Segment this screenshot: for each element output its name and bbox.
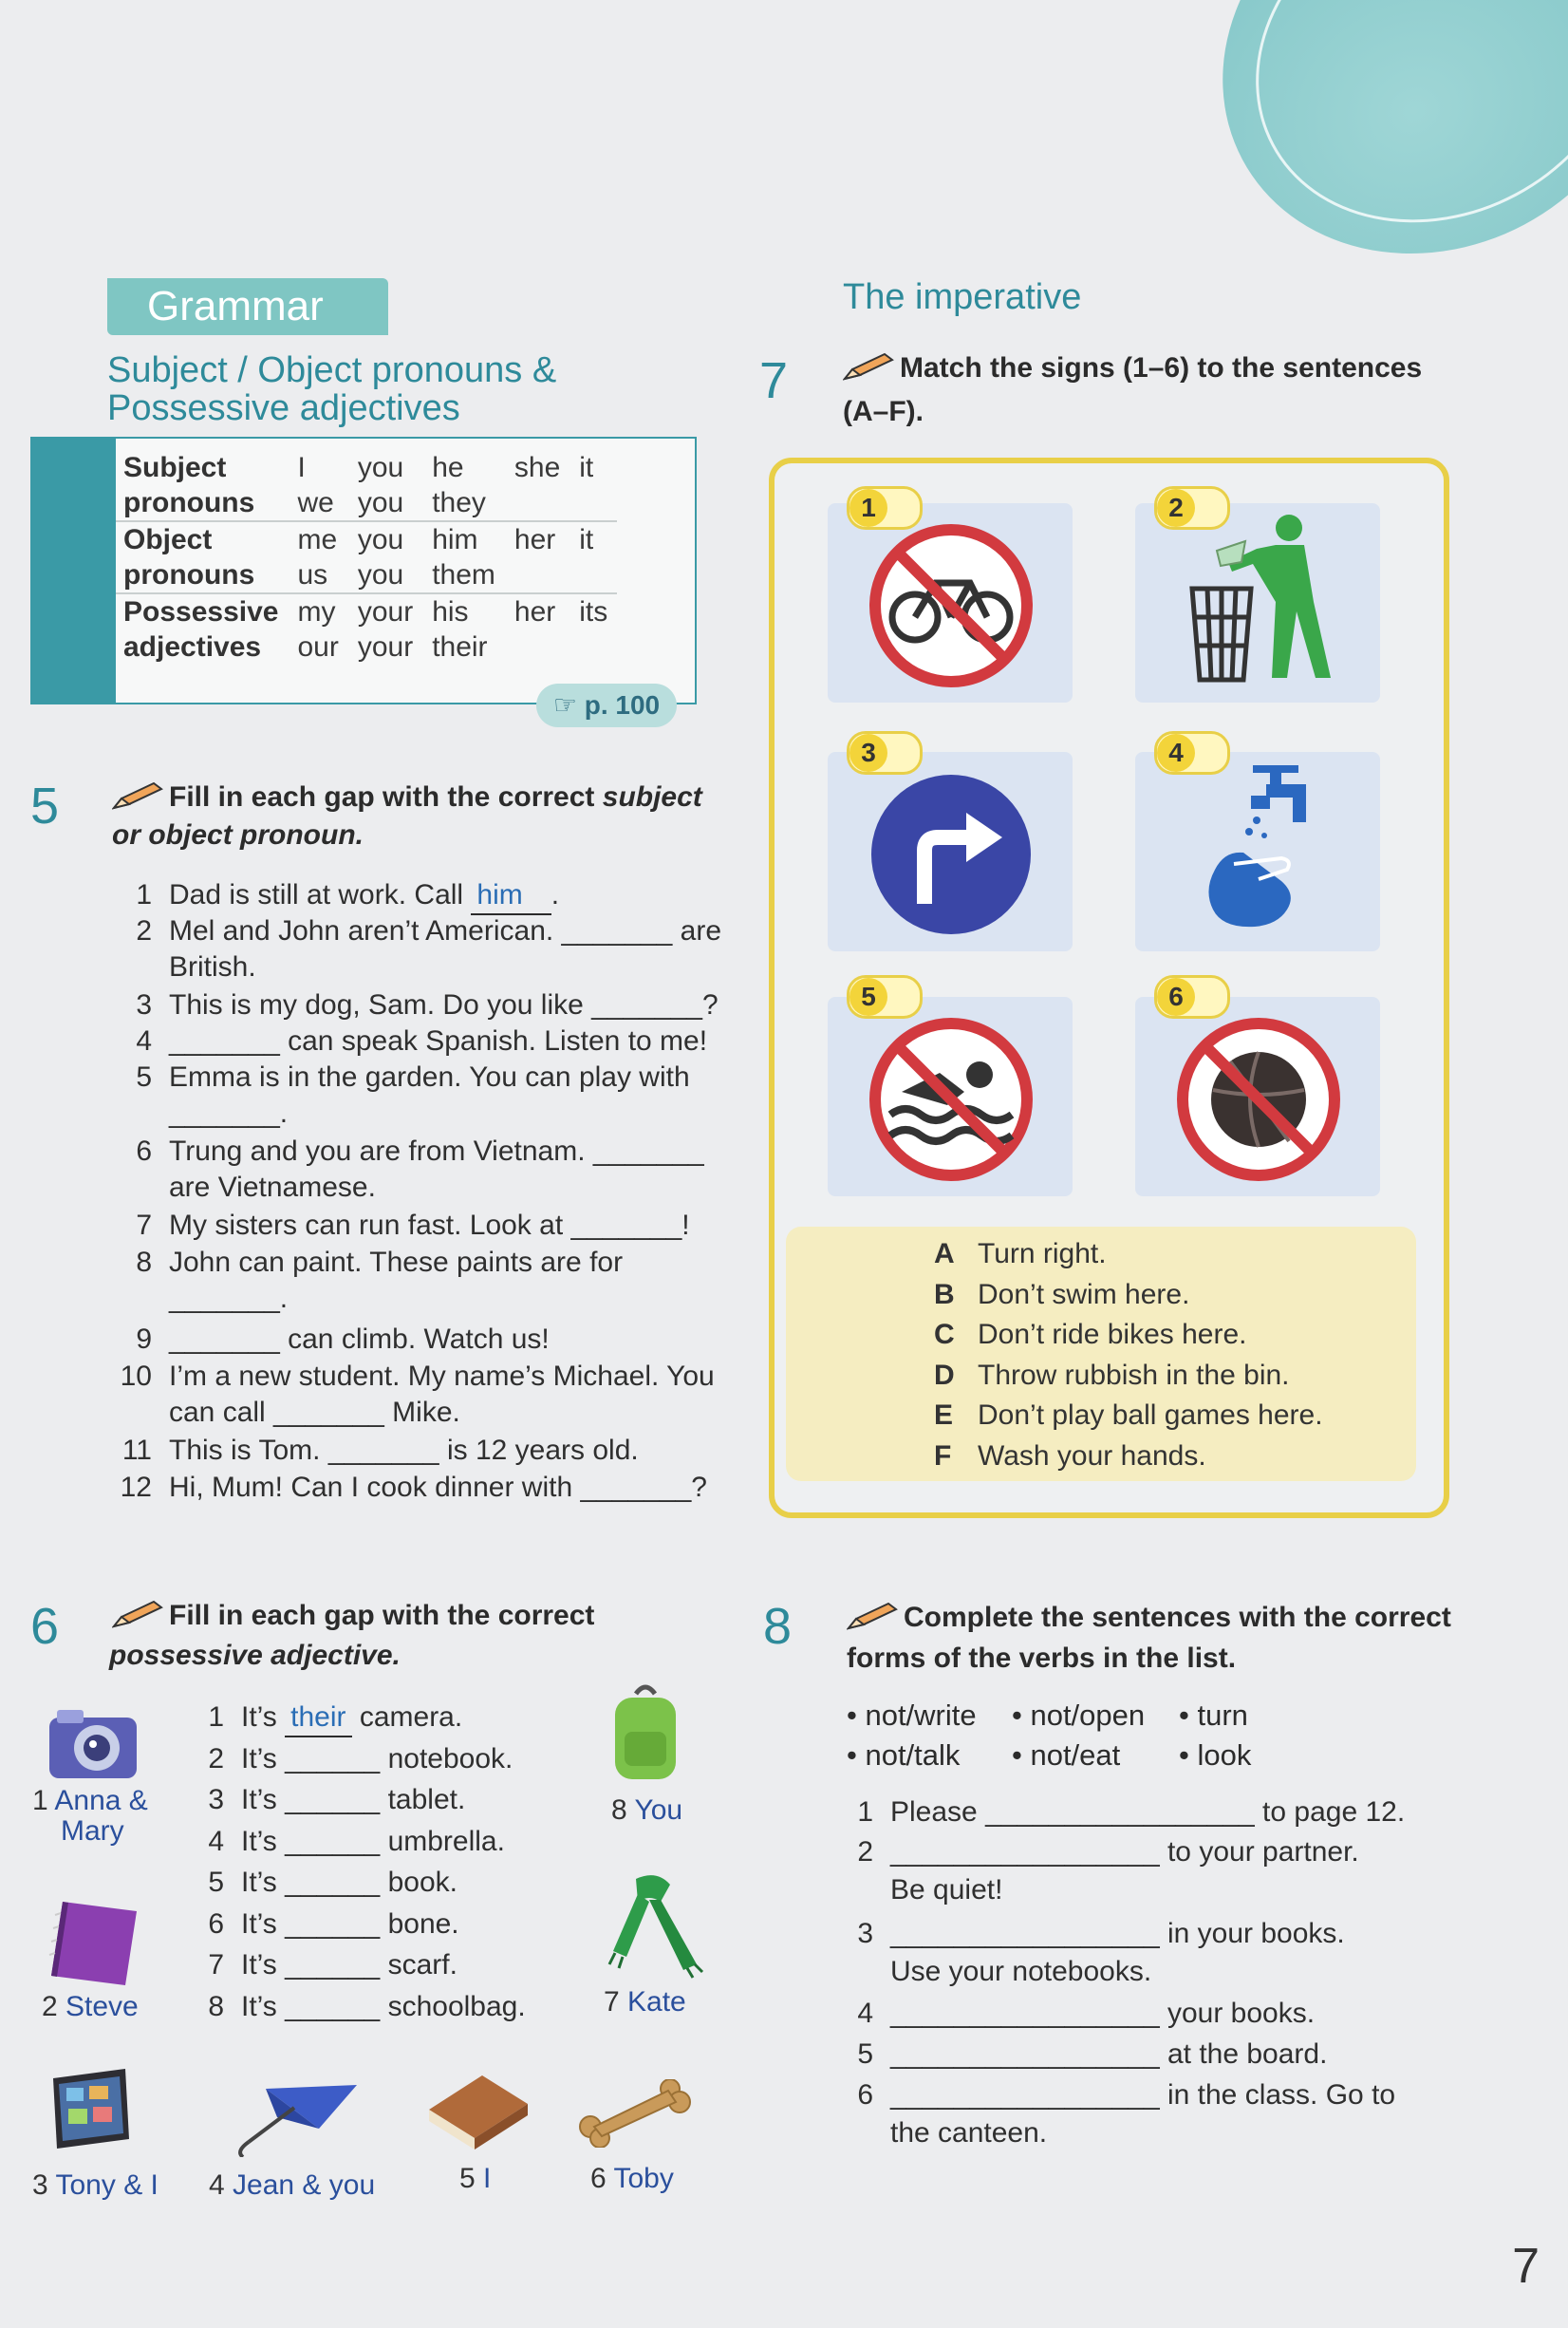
- instr-part: Fill in each gap with the correct: [169, 1600, 595, 1631]
- row-label: Subject: [123, 451, 227, 483]
- item-number: 4: [136, 1025, 152, 1057]
- sentence-letter: F: [934, 1439, 952, 1472]
- exercise-5-number: 5: [30, 778, 60, 835]
- pencil-icon: [112, 1600, 163, 1628]
- item-text: Please _________________ to page 12.: [890, 1796, 1406, 1828]
- sentence-letter: C: [934, 1319, 955, 1350]
- item-text: It’s ______ tablet.: [241, 1784, 466, 1815]
- pencil-icon: [843, 352, 894, 381]
- table-cell: him: [422, 521, 505, 557]
- item-number: 8: [208, 1990, 224, 2022]
- item-text: It’s ______ schoolbag.: [241, 1990, 526, 2022]
- row-label: pronouns: [123, 486, 255, 518]
- caption-8: 8 You: [611, 1794, 683, 1826]
- table-cell: [569, 629, 617, 665]
- table-cell: its: [569, 593, 617, 629]
- sentence-letter: B: [934, 1278, 955, 1310]
- turn-right-sign-icon: [868, 771, 1035, 938]
- item-number: 8: [136, 1247, 152, 1278]
- table-cell: it: [579, 451, 594, 483]
- item-text-pre: Dad is still at work. Call: [169, 879, 472, 911]
- sentence-c: [934, 1315, 1246, 1355]
- grammar-tab: Grammar: [107, 278, 388, 335]
- item-number: 5: [136, 1061, 152, 1093]
- exercise-7-instruction-line2: (A–F).: [843, 396, 924, 427]
- item-number: 12: [120, 1472, 152, 1503]
- table-cell: them: [432, 558, 495, 591]
- item-text: Be quiet!: [890, 1874, 1003, 1906]
- table-cell: your: [348, 593, 422, 629]
- book-icon: [425, 2070, 532, 2151]
- item-number: 1: [208, 1701, 224, 1733]
- item-text: It’s ______ bone.: [241, 1907, 459, 1940]
- answer-example: their: [285, 1699, 351, 1737]
- umbrella-icon: [228, 2079, 361, 2157]
- item-number: 1: [136, 879, 152, 911]
- tablet-icon: [47, 2065, 133, 2152]
- sentence-text: Throw rubbish in the bin.: [978, 1359, 1290, 1391]
- item-text: This is Tom. _______ is 12 years old.: [169, 1435, 639, 1466]
- wash-hands-sign-icon: [1196, 765, 1321, 942]
- sentence-b: [934, 1275, 1189, 1315]
- item-number: 2: [208, 1742, 224, 1774]
- instr-part: Complete the sentences with the correct: [904, 1602, 1451, 1633]
- caption-2: 2 Steve: [42, 1991, 139, 2022]
- sign-badge-2: 2: [1154, 486, 1230, 530]
- item-number: 5: [208, 1867, 224, 1898]
- verb-word-2: • not/open: [1012, 1699, 1146, 1732]
- caption-6: 6 Toby: [590, 2163, 674, 2194]
- item-number: 1: [857, 1796, 873, 1828]
- table-cell: their: [432, 630, 488, 663]
- schoolbag-icon: [607, 1680, 683, 1783]
- exercise-5-instruction-line2: or object pronoun.: [112, 819, 364, 851]
- grammar-title-line2: Possessive adjectives: [107, 388, 460, 428]
- sign-badge-1: 1: [847, 486, 923, 530]
- item-text: can call _______ Mike.: [169, 1397, 460, 1428]
- item-text: _______ can speak Spanish. Listen to me!: [169, 1025, 708, 1057]
- item-text: Mel and John aren’t American. _______ are: [169, 915, 722, 947]
- item-text: It’s ______ notebook.: [241, 1742, 513, 1774]
- sentence-letter: E: [934, 1399, 954, 1431]
- rubbish-bin-sign-icon: [1183, 513, 1353, 689]
- exercise-6-instruction-line1: [112, 1597, 594, 1635]
- table-cell: our: [297, 630, 339, 663]
- instr-emph: subject: [602, 781, 702, 813]
- item-number: 5: [857, 2038, 873, 2070]
- no-ball-games-sign-icon: [1175, 1016, 1342, 1183]
- item-text: John can paint. These paints are for: [169, 1247, 624, 1278]
- item-text: Trung and you are from Vietnam. _______: [169, 1136, 704, 1167]
- instr-part: Match the signs (1–6) to the sentences: [900, 352, 1423, 384]
- verb-word-1: • not/write: [847, 1699, 977, 1732]
- table-cell: you: [357, 451, 404, 483]
- pronoun-table-box: [30, 437, 697, 704]
- page-reference-link[interactable]: [536, 684, 677, 727]
- item-text: _________________ in the class. Go to: [890, 2079, 1396, 2111]
- scarf-icon: [590, 1866, 710, 1980]
- item-number: 4: [857, 1998, 873, 2029]
- exercise-6-instruction-line2: possessive adjective.: [109, 1640, 401, 1671]
- caption-5: 5 I: [459, 2163, 492, 2194]
- item-number: 10: [120, 1361, 152, 1392]
- item-number: 2: [857, 1836, 873, 1868]
- item-text: _______.: [169, 1283, 289, 1314]
- item-text: Emma is in the garden. You can play with: [169, 1061, 690, 1093]
- table-side-band: [32, 439, 116, 703]
- item-text: _______ can climb. Watch us!: [169, 1324, 550, 1355]
- table-cell: it: [569, 521, 617, 557]
- item-text: _______.: [169, 1098, 289, 1129]
- item-number: 6: [857, 2079, 873, 2111]
- answer-example: him: [471, 877, 551, 915]
- camera-icon: [46, 1704, 140, 1782]
- caption-1-line2: Mary: [61, 1815, 124, 1847]
- table-cell: you: [348, 521, 422, 557]
- item-text: British.: [169, 951, 256, 983]
- sentence-text: Turn right.: [978, 1238, 1107, 1269]
- table-cell: her: [505, 521, 569, 557]
- no-swimming-sign-icon: [868, 1016, 1035, 1183]
- table-cell: they: [432, 486, 486, 518]
- item-text: It’s ______ umbrella.: [241, 1825, 505, 1857]
- table-cell: me: [288, 521, 347, 557]
- verb-word-6: • look: [1179, 1738, 1252, 1772]
- item-number: 3: [208, 1784, 224, 1815]
- sentence-text: Don’t swim here.: [978, 1278, 1190, 1310]
- pencil-icon: [112, 781, 163, 810]
- table-cell: [569, 485, 617, 521]
- item-text: _________________ at the board.: [890, 2038, 1328, 2070]
- item-number: 9: [136, 1324, 152, 1355]
- table-cell: he: [432, 451, 464, 483]
- item-text: [169, 877, 559, 915]
- sign-badge-4: 4: [1154, 731, 1230, 775]
- item-number: 4: [208, 1825, 224, 1857]
- exercise-6-number: 6: [30, 1598, 60, 1655]
- verb-word-3: • turn: [1179, 1699, 1248, 1732]
- page-reference-text: p. 100: [584, 690, 661, 720]
- sentence-a: [934, 1234, 1107, 1274]
- pointing-hand-icon: ☞: [552, 690, 585, 720]
- table-cell: I: [297, 451, 306, 483]
- instr-part: Fill in each gap with the correct: [169, 781, 603, 813]
- item-text: [241, 1699, 462, 1737]
- item-number: 2: [136, 915, 152, 947]
- item-number: 11: [121, 1435, 152, 1466]
- sign-badge-5: 5: [847, 975, 923, 1019]
- sentence-letter: A: [934, 1238, 955, 1269]
- table-cell: [505, 485, 569, 521]
- exercise-7-number: 7: [759, 352, 789, 409]
- exercise-7-instruction-line1: [843, 349, 1422, 387]
- item-text-post: .: [551, 879, 560, 911]
- sentence-f: [934, 1436, 1206, 1476]
- table-cell: her: [505, 593, 569, 629]
- item-text: _________________ your books.: [890, 1998, 1316, 2029]
- item-text: are Vietnamese.: [169, 1172, 376, 1203]
- item-number: 7: [208, 1949, 224, 1981]
- sentence-text: Don’t ride bikes here.: [978, 1319, 1247, 1350]
- item-number: 3: [857, 1918, 873, 1949]
- imperative-heading: The imperative: [843, 277, 1082, 317]
- caption-3: 3 Tony & I: [32, 2169, 159, 2201]
- sign-badge-3: 3: [847, 731, 923, 775]
- caption-7: 7 Kate: [604, 1986, 686, 2018]
- row-label: adjectives: [123, 630, 262, 663]
- item-text: My sisters can run fast. Look at _______!: [169, 1210, 690, 1241]
- notebook-icon: [44, 1894, 142, 1989]
- pencil-icon: [847, 1602, 898, 1630]
- no-bikes-sign-icon: [868, 522, 1035, 689]
- row-label: Possessive: [116, 593, 288, 629]
- item-text: Use your notebooks.: [890, 1956, 1152, 1987]
- item-text: I’m a new student. My name’s Michael. You: [169, 1361, 715, 1392]
- verb-word-4: • not/talk: [847, 1738, 961, 1772]
- table-cell: [505, 557, 569, 593]
- item-number: 6: [208, 1907, 224, 1940]
- bone-icon: [577, 2079, 691, 2148]
- grammar-title-line1: Subject / Object pronouns &: [107, 350, 557, 390]
- item-text: the canteen.: [890, 2117, 1048, 2149]
- table-cell: [505, 629, 569, 665]
- item-text: Hi, Mum! Can I cook dinner with _______?: [169, 1472, 707, 1503]
- table-cell: you: [357, 558, 404, 591]
- table-cell: his: [422, 593, 505, 629]
- table-cell: she: [513, 451, 561, 483]
- item-text-post: camera.: [351, 1701, 463, 1733]
- sign-badge-6: 6: [1154, 975, 1230, 1019]
- item-number: 6: [136, 1136, 152, 1167]
- exercise-8-instruction-line1: [847, 1599, 1451, 1637]
- pronoun-table: [116, 450, 617, 665]
- row-label: Object: [116, 521, 288, 557]
- item-text-pre: It’s: [241, 1701, 286, 1733]
- page-number: 7: [1512, 2239, 1540, 2294]
- sentence-d: [934, 1356, 1290, 1396]
- table-cell: your: [357, 630, 414, 663]
- item-text: _________________ in your books.: [890, 1918, 1345, 1949]
- exercise-5-instruction-line1: [112, 779, 702, 817]
- table-cell: [569, 557, 617, 593]
- row-label: pronouns: [123, 558, 255, 591]
- caption-1: 1 Anna &: [32, 1785, 148, 1816]
- table-cell: us: [297, 558, 328, 591]
- sentence-e: [934, 1396, 1323, 1436]
- item-text: _________________ to your partner.: [890, 1836, 1359, 1868]
- table-cell: my: [288, 593, 347, 629]
- item-text: It’s ______ scarf.: [241, 1949, 457, 1981]
- exercise-8-instruction-line2: forms of the verbs in the list.: [847, 1643, 1237, 1674]
- item-text: This is my dog, Sam. Do you like _______?: [169, 989, 719, 1021]
- sentence-letter: D: [934, 1359, 955, 1391]
- sentence-text: Wash your hands.: [978, 1439, 1206, 1472]
- item-number: 7: [136, 1210, 152, 1241]
- item-text: It’s ______ book.: [241, 1867, 457, 1898]
- table-cell: you: [357, 486, 404, 518]
- sentence-text: Don’t play ball games here.: [978, 1399, 1323, 1431]
- exercise-8-number: 8: [763, 1598, 793, 1655]
- item-number: 3: [136, 989, 152, 1021]
- verb-word-5: • not/eat: [1012, 1738, 1121, 1772]
- table-cell: we: [297, 486, 334, 518]
- caption-4: 4 Jean & you: [209, 2169, 376, 2201]
